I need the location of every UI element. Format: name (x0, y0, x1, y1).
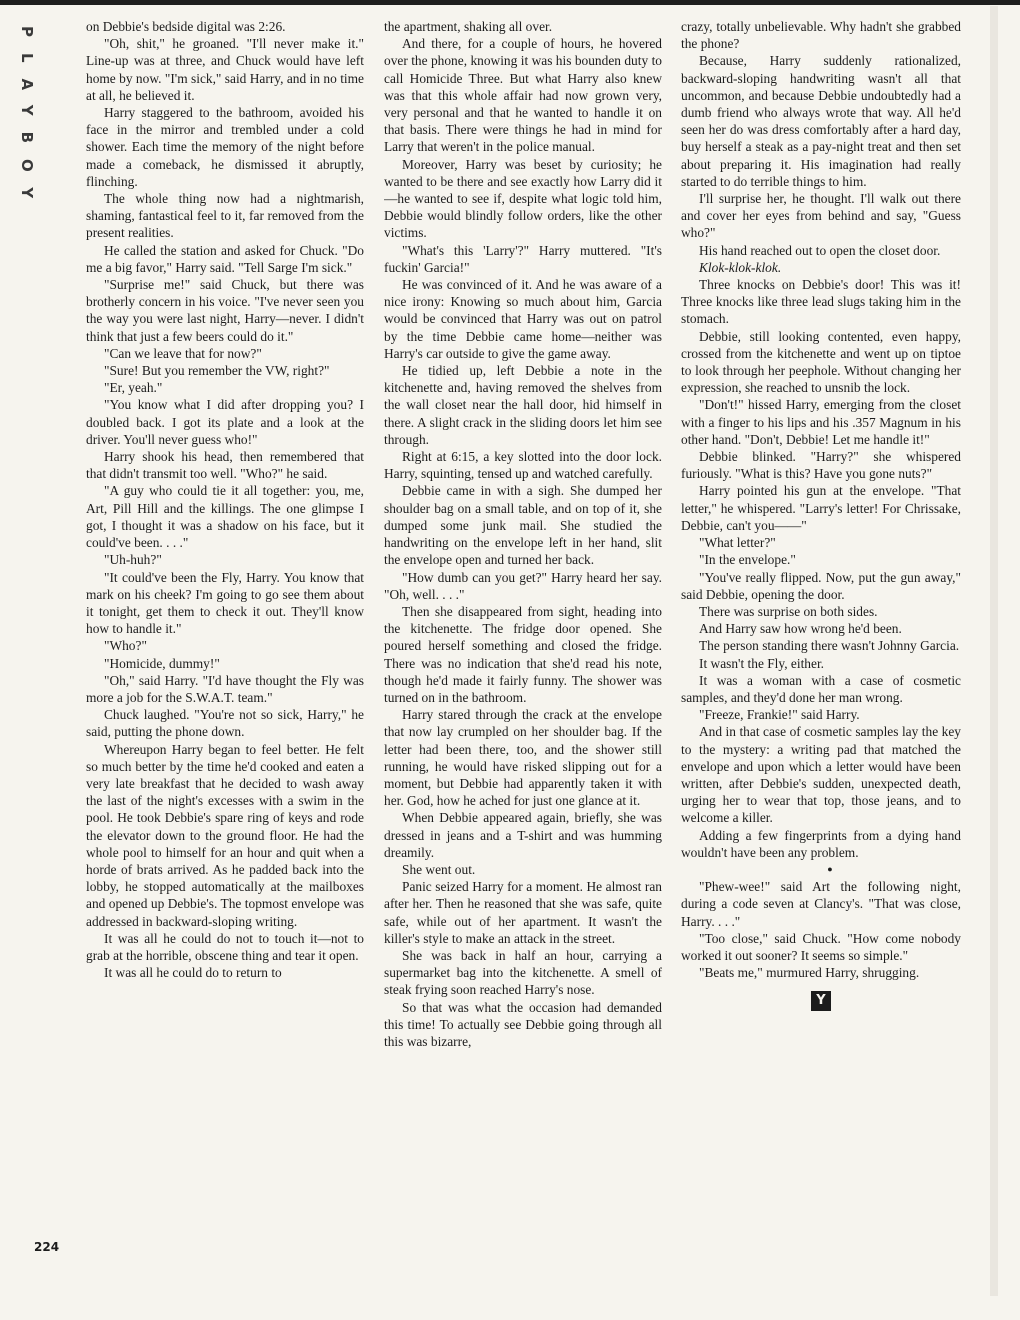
paragraph: "Phew-wee!" said Art the following night, during a code seven at Clancy's. "That was close, Harry. . . ." (681, 879, 961, 929)
paragraph: Panic seized Harry for a moment. He almost ran after her. Then he reasoned that she was safe, quite safe, while out of her apartment. It wasn't the killer's style to make an attack in the street. (384, 879, 662, 946)
paragraph: "Oh," said Harry. "I'd have thought the Fly was more a job for the S.W.A.T. team." (86, 672, 364, 705)
paragraph: Debbie blinked. "Harry?" she whispered furiously. "What is this? Have you gone nuts?" (681, 449, 961, 482)
paragraph: "What letter?" (699, 535, 776, 551)
paragraph: "You've really flipped. Now, put the gun away," said Debbie, opening the door. (681, 569, 961, 602)
paragraph: "How dumb can you get?" Harry heard her say. "Oh, well. . . ." (384, 569, 662, 602)
paragraph: "Sure! But you remember the VW, right?" (104, 363, 330, 379)
paragraph: "What's this 'Larry'?" Harry muttered. "It's fuckin' Garcia!" (384, 242, 662, 275)
paragraph: It was all he could do to return to (104, 965, 282, 981)
paragraph: She went out. (402, 861, 476, 877)
paragraph: Harry stared through the crack at the envelope that now lay crumpled on her shoulder bag. If the letter had been there, too, and the shower still running, he would have risked slipping out for a moment, but Debbie had apparently taken it with her. God, how he ached for just one glance at it. (384, 707, 662, 809)
section-break-bullet: ● (827, 863, 833, 874)
paragraph: Harry shook his head, then remembered that that didn't transmit too well. "Who?" he said. (86, 449, 364, 482)
paragraph: It was a woman with a case of cosmetic samples, and they'd done her man wrong. (681, 672, 961, 705)
paragraph: Adding a few fingerprints from a dying hand wouldn't have been any problem. (681, 827, 961, 860)
paragraph: Debbie came in with a sigh. She dumped her shoulder bag on a small table, and on top of it, she dumped some junk mail. She studied the handwriting on the envelope left in her hand, slit the envelope open and turned her back. (384, 483, 662, 568)
paragraph: Debbie, still looking contented, even happy, crossed from the kitchenette and went up on tiptoe to look through her peephole. Without changing her expression, she reached to unsnib the lock. (681, 328, 961, 396)
paragraph: The whole thing now had a nightmarish, shaming, fantastical feel to it, far removed from the present realities. (86, 191, 364, 241)
paragraph: Chuck laughed. "You're not so sick, Harry," he said, putting the phone down. (86, 707, 364, 740)
paragraph: "Homicide, dummy!" (104, 655, 220, 671)
paragraph: She was back in half an hour, carrying a supermarket bag into the kitchenette. A smell of steak frying soon reached Harry's nose. (384, 947, 662, 998)
paragraph: There was surprise on both sides. (699, 603, 878, 619)
paragraph: It wasn't the Fly, either. (699, 655, 825, 671)
paragraph: Three knocks on Debbie's door! This was it! Three knocks like three lead slugs taking him in the stomach. (681, 277, 961, 327)
paragraph: "Surprise me!" said Chuck, but there was brotherly concern in his voice. "I've never seen you the way you were last night, Harry—never. I didn't think that just a few beers could do it." (86, 277, 364, 344)
page-number: 224 (34, 1240, 60, 1254)
paragraph: And there, for a couple of hours, he hovered over the phone, knowing it was his bounden duty to call Homicide Three. But what Harry also knew was that this whole affair had now grown very, very personal and that he wanted to handle it on that basis. There were things he had in mind for Larry that weren't in the police manual. (384, 36, 662, 155)
paragraph: And Harry saw how wrong he'd been. (699, 621, 902, 637)
paragraph: Whereupon Harry began to feel better. He felt so much better by the time he'd cooked and eaten a very late breakfast that he decided to wash away the last of the night's excesses with a swim in the pool. He took Debbie's spare ring of keys and rode the elevator down to the ground floor. He had the whole pool to himself for an hour and quit when a horde of brats arrived. As he padded back into the lobby, he stopped automatically at the mailboxes and opened up Debbie's. The topmost envelope was addressed in backward-sloping writing. (86, 741, 364, 929)
paragraph: He tidied up, left Debbie a note in the kitchenette and, having removed the shelves from the wall closet near the hall door, hid himself in there. A slight crack in the sliding doors let him see through. (384, 363, 662, 447)
paragraph: When Debbie appeared again, briefly, she was dressed in jeans and a T-shirt and was humming dreamily. (384, 810, 662, 860)
paragraph: "It could've been the Fly, Harry. You know that mark on his cheek? I'm going to go see them about it tonight, get them to check it out. They'll know how to handle it." (86, 569, 364, 637)
paragraph: "Don't!" hissed Harry, emerging from the closet with a finger to his lips and his .357 Magnum in his other hand. "Don't, Debbie! Let me handle it!" (681, 397, 961, 447)
paragraph: He was convinced of it. And he was aware of a nice irony: Knowing so much about him, Garcia would be convinced that Harry was out on patrol by the time Debbie came home—neither was Harry's car outside to give the game away. (384, 277, 662, 361)
paragraph: Harry pointed his gun at the envelope. "That letter," he whispered. "Larry's letter! For Chrissake, Debbie, can't you——" (681, 483, 961, 533)
magazine-name: PLAYBOY (18, 26, 36, 215)
paragraph: "Uh-huh?" (104, 552, 162, 568)
paragraph: Harry staggered to the bathroom, avoided his face in the mirror and trembled under a cold shower. Each time the memory of the night before made a comeback, he dismissed it abruptly, flinching. (86, 105, 364, 189)
paragraph: I'll surprise her, he thought. I'll walk out there and cover her eyes from behind and say, "Guess who?" (681, 191, 961, 241)
paragraph: "Oh, shit," he groaned. "I'll never make it." Line-up was at three, and Chuck would have left home by now. "I'm sick," said Harry, and in no time at all, he believed it. (86, 36, 364, 103)
paragraph: "Too close," said Chuck. "How come nobody worked it out sooner? It seems so simple." (681, 930, 961, 963)
running-head (18, 16, 60, 215)
paragraph (681, 259, 961, 276)
column-3 (681, 18, 961, 1258)
paragraph: "Freeze, Frankie!" said Harry. (699, 707, 860, 723)
paragraph: Because, Harry suddenly rationalized, backward-sloping handwriting wasn't all that uncommon, and because Debbie undoubtedly had a dumb friend who always wrote that way. All he'd seen her do was dress comfortably after a hard day, buy herself a steak as a pay-night treat and then set about preparing it. His imagination had really started to do terrible things to him. (681, 53, 961, 189)
column-1 (86, 18, 364, 1258)
paragraph: So that was what the occasion had demanded this time! To actually see Debbie going through all this was bizarre, (384, 999, 662, 1049)
paragraph: "Er, yeah." (104, 380, 163, 396)
paragraph: "Who?" (104, 638, 147, 654)
paragraph: The person standing there wasn't Johnny Garcia. (699, 638, 960, 654)
column-2 (384, 18, 662, 1258)
paragraph: Then she disappeared from sight, heading into the kitchenette. The fridge door opened. She poured herself something and closed the fridge. There was no indication that she'd read his note, though he'd made it fairly funny. The shower was turned on in the bathroom. (384, 603, 662, 705)
paragraph: the apartment, shaking all over. (384, 19, 553, 34)
paragraph: Right at 6:15, a key slotted into the door lock. Harry, squinting, tensed up and watched carefully. (384, 449, 662, 482)
paragraph: "You know what I did after dropping you? I doubled back. I got its plate and a look at the driver. You'll never guess who!" (86, 397, 364, 447)
paragraph: "Can we leave that for now?" (104, 345, 262, 361)
paragraph: "A guy who could tie it all together: you, me, Art, Pill Hill and the killings. The one glimpse I got, I thought it was a shadow on his face, but it could've been. . . ." (86, 483, 364, 551)
paragraph: "Beats me," murmured Harry, shrugging. (699, 965, 920, 981)
paragraph: "In the envelope." (699, 552, 796, 568)
paragraph: Moreover, Harry was beset by curiosity; he wanted to be there and see exactly how Larry did it—he wanted to see if, despite what logic told him, Debbie would blindly follow orders, like the other victims. (384, 156, 662, 241)
sound-effect: Klok-klok-klok. (699, 259, 782, 275)
paragraph: And in that case of cosmetic samples lay the key to the mystery: a writing pad that matched the envelope and upon which a letter would have been written, after Debbie's sudden, unexpected death, urging her to wear that top, those jeans, and to welcome a killer. (681, 724, 961, 826)
paragraph: His hand reached out to open the closet door. (699, 242, 941, 258)
paragraph: crazy, totally unbelievable. Why hadn't she grabbed the phone? (681, 19, 961, 52)
end-mark-icon: Y (811, 991, 831, 1011)
top-border (0, 0, 1020, 5)
paragraph: He called the station and asked for Chuck. "Do me a big favor," Harry said. "Tell Sarge I'm sick." (86, 242, 364, 275)
page-edge-shadow (990, 6, 998, 1296)
paragraph: It was all he could do not to touch it—not to grab at the horrible, obscene thing and tear it open. (86, 930, 364, 963)
paragraph: on Debbie's bedside digital was 2:26. (86, 19, 286, 34)
